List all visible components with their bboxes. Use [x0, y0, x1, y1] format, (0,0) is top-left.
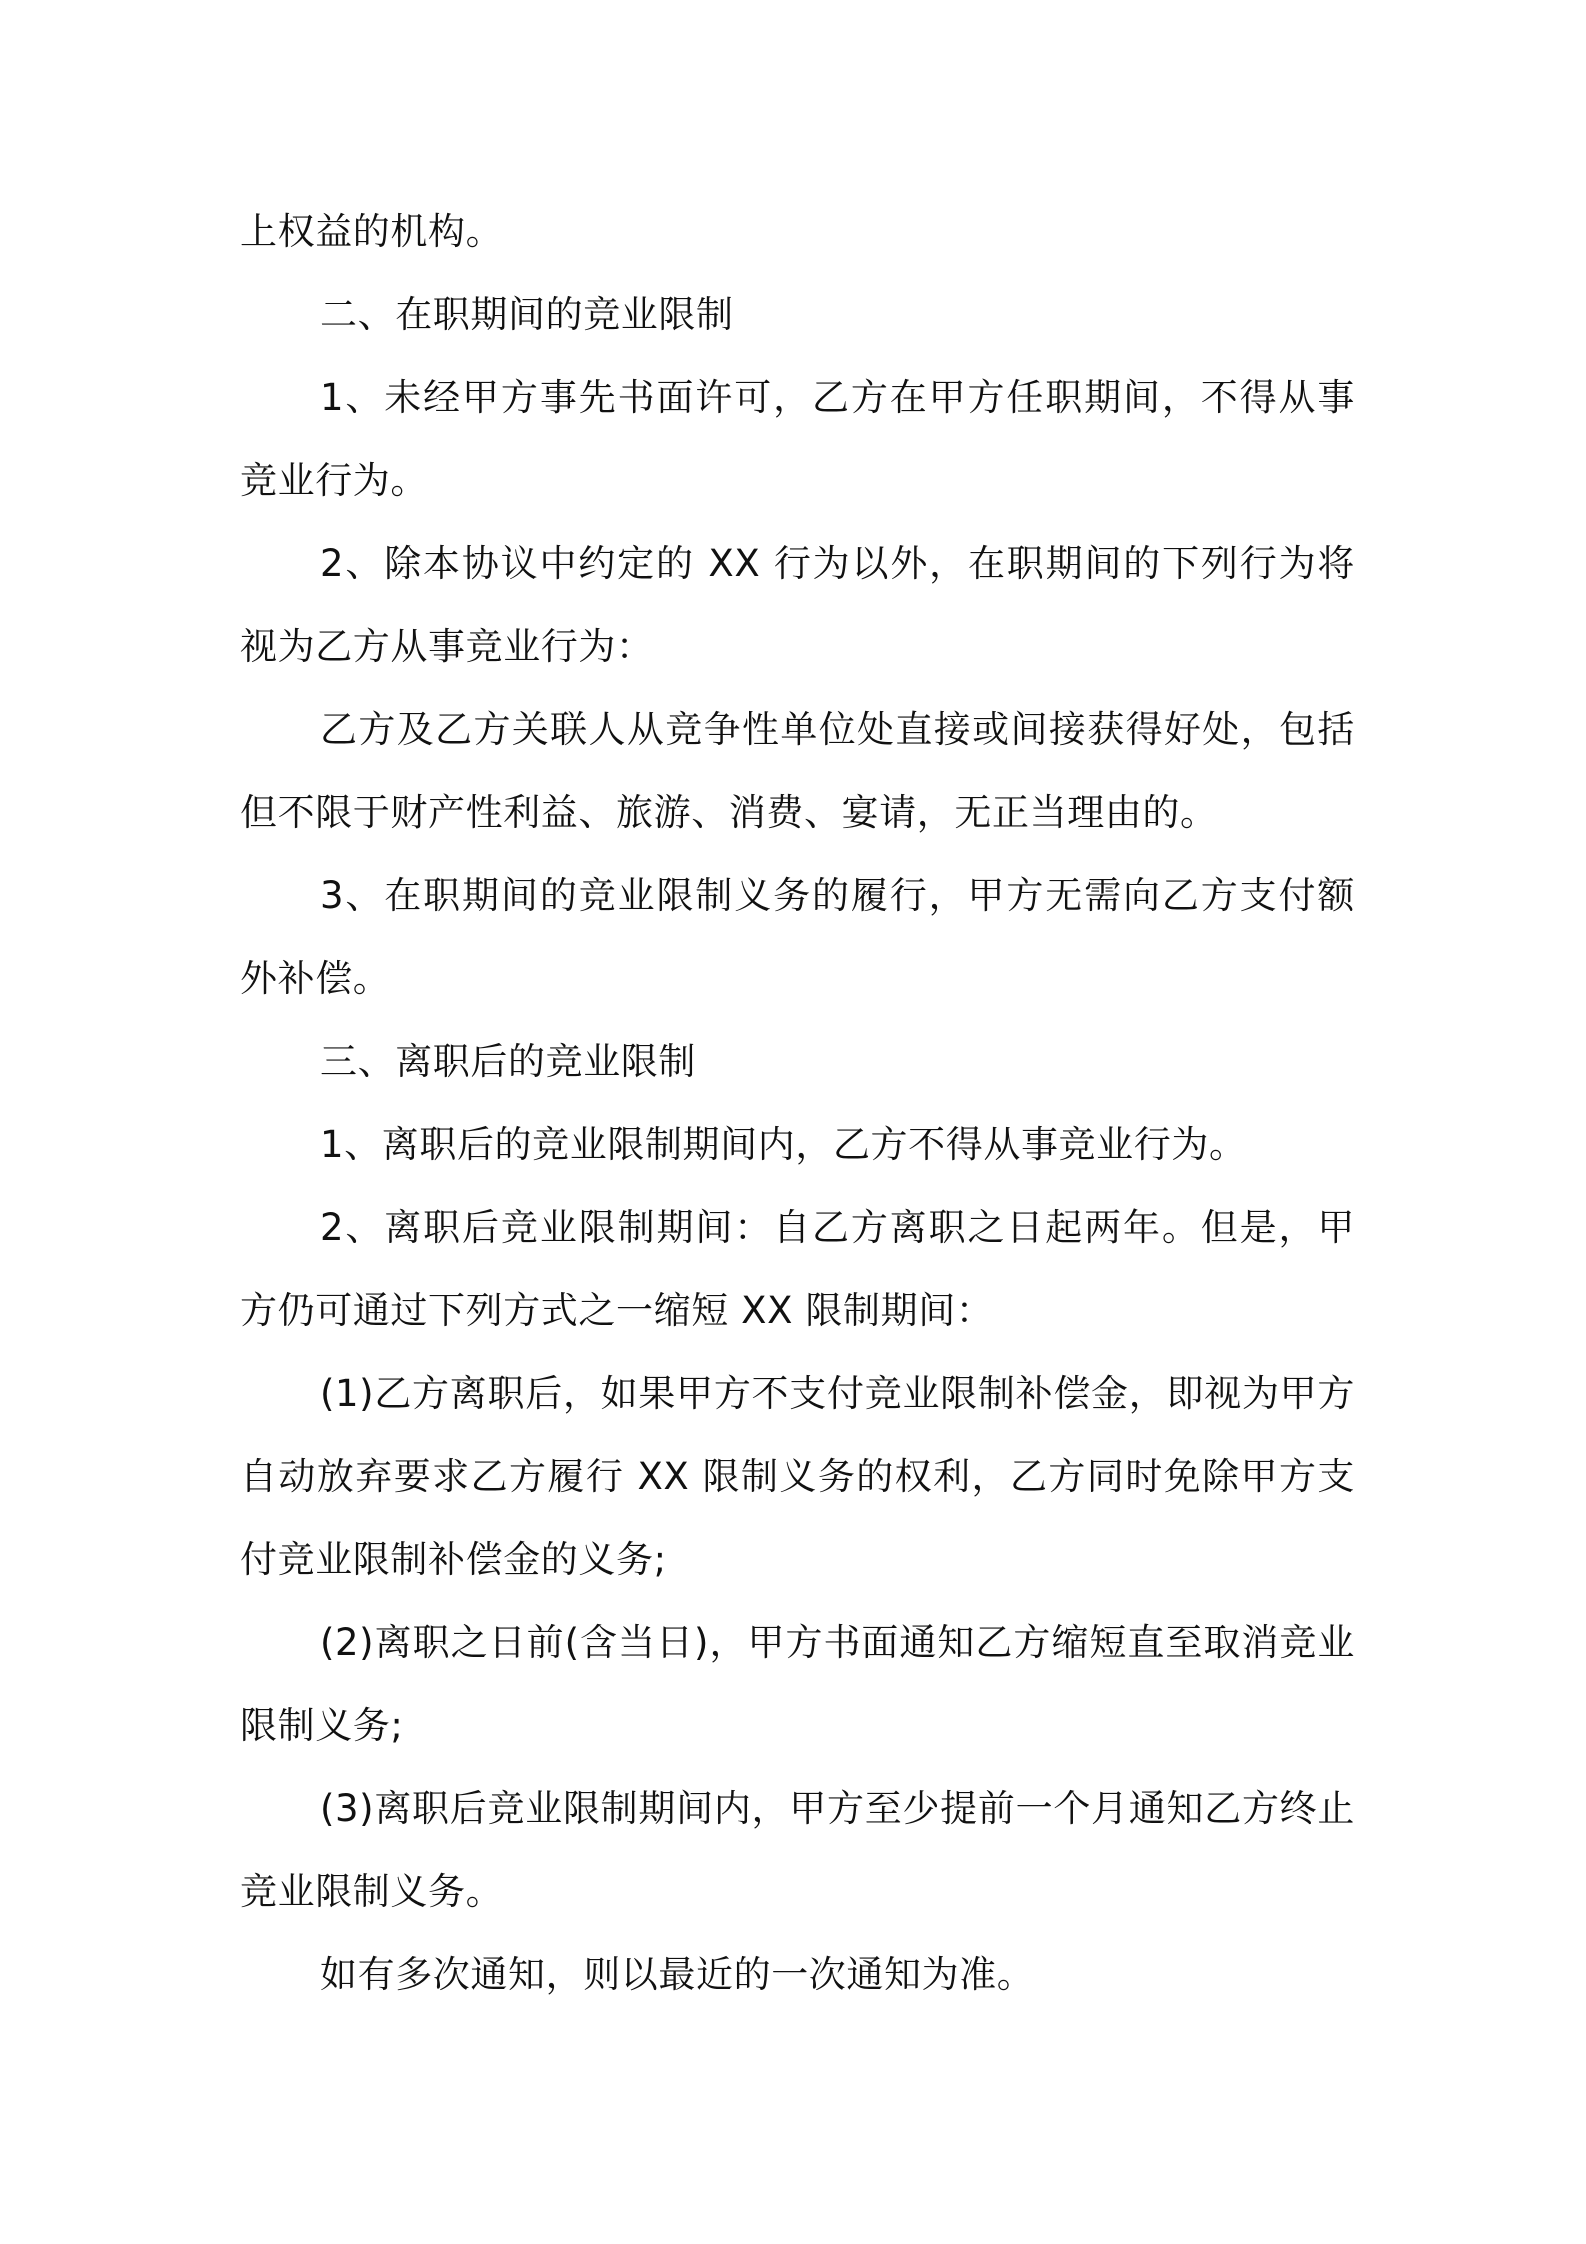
section-heading-3: 三、离职后的竞业限制	[320, 1040, 696, 1083]
clause-3-2-item-1: (1)乙方离职后，如果甲方不支付竞业限制补偿金，即视为甲方自动放弃要求乙方履行 XX 限制义务的权利，乙方同时免除甲方支付竞业限制补偿金的义务;	[240, 1372, 1355, 1581]
clause-2-1: 1、未经甲方事先书面许可，乙方在甲方任职期间，不得从事竞业行为。	[240, 376, 1355, 502]
clause-3-2: 2、离职后竞业限制期间：自乙方离职之日起两年。但是，甲方仍可通过下列方式之一缩短 XX 限制期间：	[240, 1206, 1355, 1332]
clause-2-2: 2、除本协议中约定的 XX 行为以外，在职期间的下列行为将视为乙方从事竞业行为：	[240, 542, 1355, 668]
continuation-paragraph: 上权益的机构。	[240, 210, 504, 253]
clause-3-2-item-2: (2)离职之日前(含当日)，甲方书面通知乙方缩短直至取消竞业限制义务;	[240, 1621, 1355, 1747]
clause-3-1: 1、离职后的竞业限制期间内，乙方不得从事竞业行为。	[320, 1123, 1247, 1166]
section-heading-2: 二、在职期间的竞业限制	[320, 293, 734, 336]
closing-note: 如有多次通知，则以最近的一次通知为准。	[320, 1953, 1035, 1996]
document-body	[240, 190, 1355, 2016]
clause-3-2-item-3: (3)离职后竞业限制期间内，甲方至少提前一个月通知乙方终止竞业限制义务。	[240, 1787, 1355, 1913]
clause-2-2-detail: 乙方及乙方关联人从竞争性单位处直接或间接获得好处，包括但不限于财产性利益、旅游、消费、宴请，无正当理由的。	[240, 708, 1355, 834]
clause-2-3: 3、在职期间的竞业限制义务的履行，甲方无需向乙方支付额外补偿。	[240, 874, 1355, 1000]
